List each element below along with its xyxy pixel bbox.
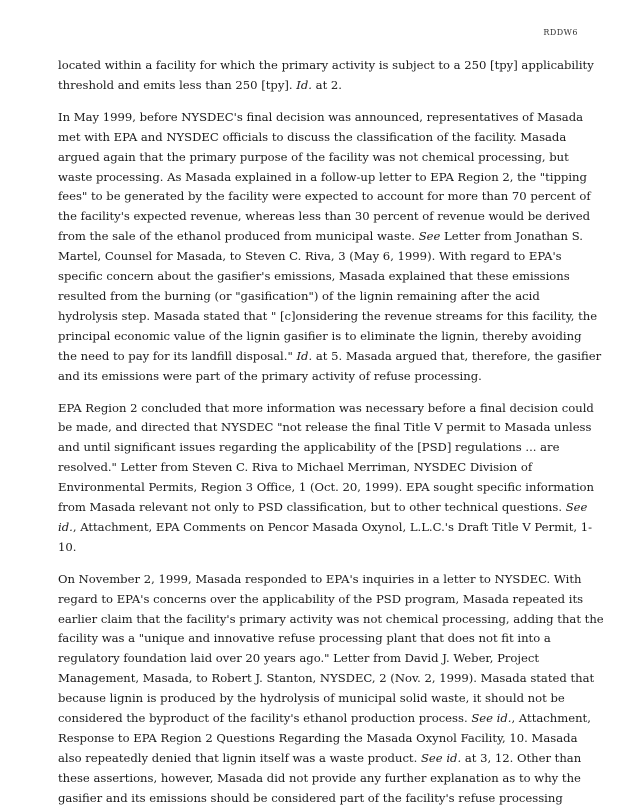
text-line <box>58 347 602 367</box>
citation-signal: See id. <box>471 711 512 726</box>
paragraph-4 <box>58 570 604 809</box>
text-line <box>58 56 594 76</box>
text-line <box>58 769 581 789</box>
text-run: fees" to be generated by the facility were expected to account for more than 70 percent of <box>58 189 591 204</box>
text-line <box>58 498 588 518</box>
text-line <box>58 207 591 227</box>
text-run: the need to pay for its landfill disposal." <box>58 348 297 363</box>
text-line <box>58 478 594 498</box>
text-run: Management, Masada, to Robert J. Stanton, NYSDEC, 2 (Nov. 2, 1999). Masada stated that <box>58 671 595 686</box>
text-line <box>58 570 582 590</box>
text-line <box>58 148 568 168</box>
citation-signal: id. <box>58 519 73 534</box>
text-line <box>58 187 591 207</box>
text-line <box>58 307 598 327</box>
paragraph-gap <box>58 387 568 399</box>
paragraph-1 <box>58 56 594 96</box>
body-text <box>58 56 604 809</box>
text-run: Letter from Jonathan S. <box>440 229 583 244</box>
text-run: from Masada relevant not only to PSD classification, but to other technical questions. <box>58 500 566 515</box>
citation-signal: See id. <box>420 750 462 765</box>
text-run: , Attachment, EPA Comments on Pencor Masada Oxynol, L.L.C.'s Draft Title V Permit, 1- <box>72 519 593 534</box>
text-line <box>58 709 591 729</box>
text-line <box>58 128 568 148</box>
text-run: hydrolysis step. Masada stated that " [c]onsidering the revenue streams for this facility, the <box>58 308 598 323</box>
text-run: waste processing. As Masada explained in a follow-up letter to EPA Region 2, the "tipping <box>58 169 587 184</box>
text-line <box>58 168 587 188</box>
text-run: located within a facility for which the primary activity is subject to a 250 [tpy] applicability <box>58 58 594 72</box>
text-line <box>58 367 568 387</box>
citation-signal: See <box>565 500 588 515</box>
text-run: Martel, Counsel for Masada, to Steven C. Riva, 3 (May 6, 1999). With regard to EPA's <box>58 249 562 264</box>
text-line <box>58 267 568 287</box>
text-run: EPA Region 2 concluded that more information was necessary before a final decision could <box>58 400 594 415</box>
text-run: argued again that the primary purpose of the facility was not chemical processing, but <box>58 149 569 164</box>
text-run: On November 2, 1999, Masada responded to EPA's inquiries in a letter to NYSDEC. With <box>58 571 582 586</box>
paragraph-2 <box>58 108 602 387</box>
text-run: regulatory foundation laid over 20 years ago." Letter from David J. Weber, Project <box>58 651 540 666</box>
text-run: also repeatedly denied that lignin itself was a waste product. <box>58 750 421 765</box>
text-line <box>58 689 568 709</box>
text-line <box>58 649 568 669</box>
text-run: at 5. Masada argued that, therefore, the gasifier <box>312 348 602 363</box>
text-line <box>58 789 568 809</box>
text-run: met with EPA and NYSDEC officials to discuss the classification of the facility. Masada <box>58 129 567 144</box>
text-run: In May 1999, before NYSDEC's final decision was announced, representatives of Masada <box>58 109 584 124</box>
text-line <box>58 610 604 630</box>
text-line <box>58 227 583 247</box>
text-run: and until significant issues regarding the applicability of the [PSD] regulations ... are <box>58 440 560 455</box>
text-run: be made, and directed that NYSDEC "not release the final Title V permit to Masada unless <box>58 420 592 435</box>
text-line <box>58 76 568 96</box>
text-run: considered the byproduct of the facility's ethanol production process. <box>58 711 472 726</box>
citation-signal: See <box>418 229 441 244</box>
text-run: at 2. <box>311 77 342 92</box>
text-run: earlier claim that the facility's primary activity was not chemical processing, adding that the <box>58 611 604 626</box>
paragraph-gap <box>58 96 568 108</box>
citation-signal: Id. <box>296 348 313 363</box>
citation-signal: Id. <box>296 77 312 92</box>
text-run: Environmental Permits, Region 3 Office, 1 (Oct. 20, 1999). EPA sought specific information <box>58 480 594 495</box>
text-run: because lignin is produced by the hydrolysis of municipal solid waste, it should not be <box>58 691 565 706</box>
text-line <box>58 458 568 478</box>
text-line <box>58 287 568 307</box>
page-number: RDDW6 <box>543 28 578 37</box>
text-run: facility was a "unique and innovative refuse processing plant that does not fit into a <box>58 631 551 646</box>
paragraph-gap <box>58 558 568 570</box>
text-line <box>58 438 568 458</box>
text-run: specific concern about the gasifier's emissions, Masada explained that these emissions <box>58 269 570 284</box>
text-line <box>58 629 568 649</box>
text-line <box>58 418 592 438</box>
text-run: threshold and emits less than 250 [tpy]. <box>58 77 297 92</box>
text-line <box>58 399 594 419</box>
text-run: resolved." Letter from Steven C. Riva to Michael Merriman, NYSDEC Division of <box>58 460 533 475</box>
text-line <box>58 749 582 769</box>
text-line <box>58 518 593 538</box>
text-run: from the sale of the ethanol produced from municipal waste. <box>58 229 419 244</box>
text-line <box>58 729 578 749</box>
text-line <box>58 538 568 558</box>
text-line <box>58 247 568 267</box>
text-run: Response to EPA Region 2 Questions Regarding the Masada Oxynol Facility, 10. Masada <box>58 731 578 745</box>
text-run: and its emissions were part of the primary activity of refuse processing. <box>58 368 482 383</box>
text-run: gasifier and its emissions should be considered part of the facility's refuse processing <box>58 790 563 805</box>
text-run: these assertions, however, Masada did not provide any further explanation as to why the <box>58 770 581 785</box>
text-line <box>58 669 595 689</box>
text-run: the facility's expected revenue, whereas less than 30 percent of revenue would be derived <box>58 209 591 224</box>
text-line <box>58 327 582 347</box>
text-run: 10. <box>58 539 77 554</box>
text-line <box>58 108 584 128</box>
text-line <box>58 590 584 610</box>
text-run: , Attachment, <box>511 711 591 726</box>
text-run: regard to EPA's concerns over the applicability of the PSD program, Masada repeated its <box>58 591 584 606</box>
text-run: at 3, 12. Other than <box>461 750 582 765</box>
text-run: principal economic value of the lignin gasifier is to eliminate the lignin, thereby avoiding <box>58 328 582 343</box>
paragraph-3 <box>58 399 594 558</box>
text-run: resulted from the burning (or "gasification") of the lignin remaining after the acid <box>58 288 540 303</box>
